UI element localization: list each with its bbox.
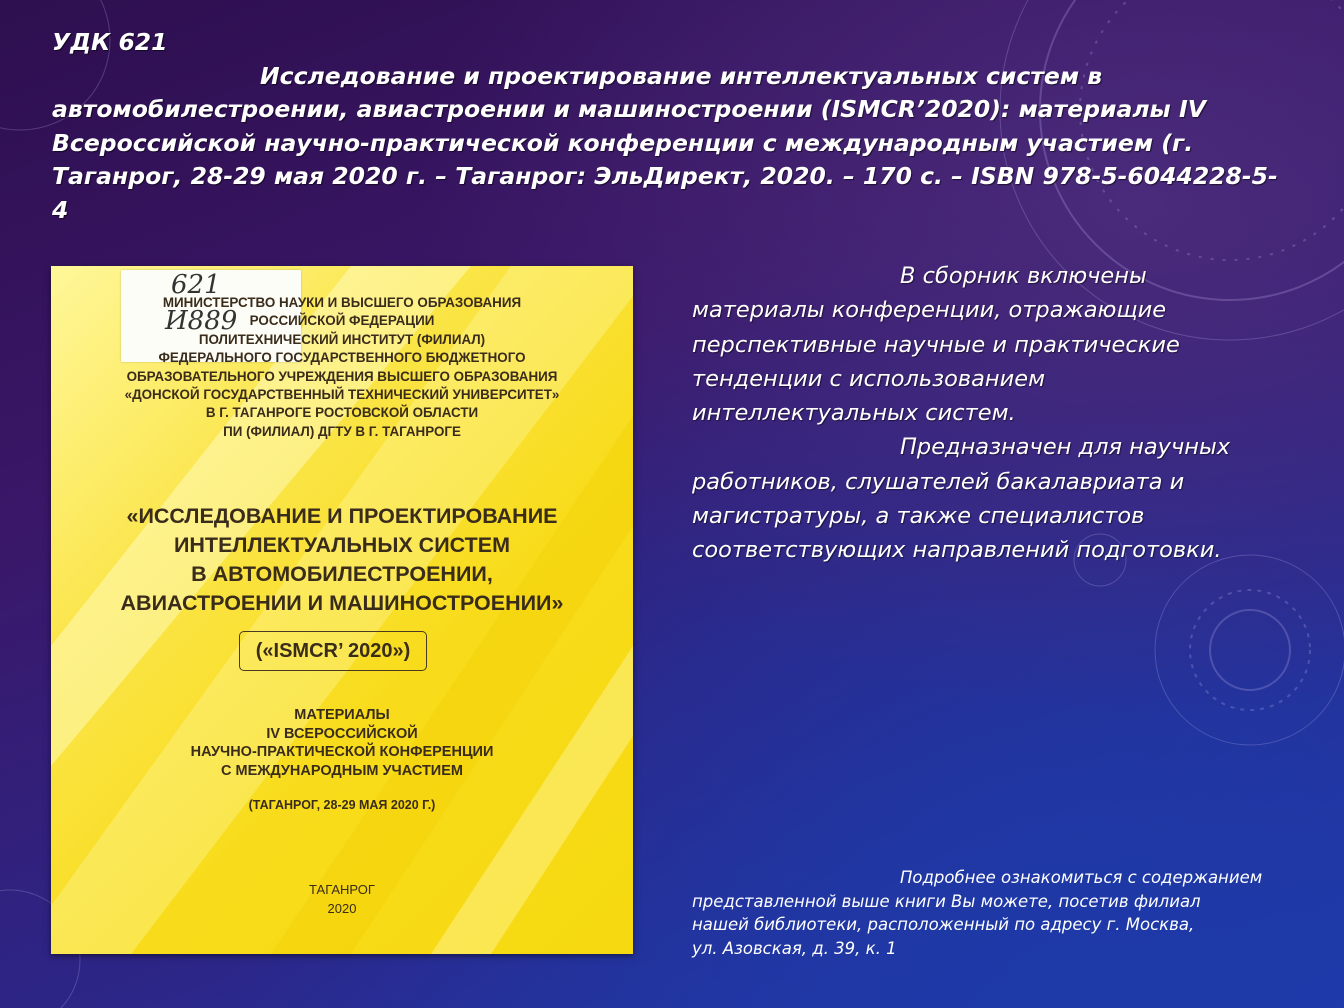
cover-materials — [71, 706, 613, 780]
description-line: магистратуры, а также специалистов — [692, 503, 1145, 530]
description-line: перспективные научные и практические — [692, 331, 1180, 358]
materials-line: IV ВСЕРОССИЙСКОЙ — [266, 725, 418, 742]
cover-title-line: В АВТОМОБИЛЕСТРОЕНИИ, — [191, 562, 493, 586]
cover-year: 2020 — [327, 901, 357, 916]
footnote-line: нашей библиотеки, расположенный по адресу г. Москва, — [692, 915, 1195, 934]
description-line: соответствующих направлений подготовки. — [692, 537, 1222, 564]
org-line: В Г. ТАГАНРОГЕ РОСТОВСКОЙ ОБЛАСТИ — [205, 405, 479, 421]
cover-title — [61, 502, 623, 618]
library-footnote — [692, 866, 1332, 960]
materials-line: С МЕЖДУНАРОДНЫМ УЧАСТИЕМ — [221, 762, 463, 779]
udc-code: УДК 621 — [52, 28, 168, 56]
description-line: материалы конференции, отражающие — [692, 297, 1167, 324]
footnote-line: ул. Азовская, д. 39, к. 1 — [692, 938, 897, 958]
cover-title-line: ИНТЕЛЛЕКТУАЛЬНЫХ СИСТЕМ — [173, 533, 511, 557]
org-line: ПОЛИТЕХНИЧЕСКИЙ ИНСТИТУТ (ФИЛИАЛ) — [198, 331, 486, 347]
cover-short-title: («ISMCR’ 2020») — [239, 631, 427, 671]
org-line: РОССИЙСКОЙ ФЕДЕРАЦИИ — [249, 313, 435, 329]
cover-title-line: АВИАСТРОЕНИИ И МАШИНОСТРОЕНИИ» — [120, 591, 564, 615]
cover-dates: (ТАГАНРОГ, 28-29 МАЯ 2020 Г.) — [248, 798, 436, 812]
sticker-line: И889 — [165, 306, 238, 336]
footnote-line: Подробнее ознакомиться с содержанием — [900, 868, 1263, 887]
cover-city: ТАГАНРОГ — [309, 882, 375, 897]
book-cover-image — [51, 266, 633, 954]
org-line: ОБРАЗОВАТЕЛЬНОГО УЧРЕЖДЕНИЯ ВЫСШЕГО ОБРАЗОВАНИЯ — [126, 368, 558, 384]
materials-line: МАТЕРИАЛЫ — [294, 707, 390, 723]
org-line: «ДОНСКОЙ ГОСУДАРСТВЕННЫЙ ТЕХНИЧЕСКИЙ УНИВЕРСИТЕТ» — [124, 387, 560, 403]
cover-imprint — [71, 880, 613, 918]
materials-line: НАУЧНО-ПРАКТИЧЕСКОЙ КОНФЕРЕНЦИИ — [190, 744, 494, 760]
description-line: интеллектуальных систем. — [692, 400, 1016, 427]
sticker-line: 621 — [171, 270, 221, 300]
description-line: Предназначен для научных — [900, 434, 1231, 461]
description-line: работников, слушателей бакалавриата и — [692, 468, 1185, 495]
org-line: ФЕДЕРАЛЬНОГО ГОСУДАРСТВЕННОГО БЮДЖЕТНОГО — [158, 350, 526, 366]
description-line: тенденции с использованием — [692, 365, 1046, 392]
cover-organization — [71, 294, 613, 441]
bibliographic-record: Исследование и проектирование интеллектуальных систем в автомобилестроении, авиастроении и машиностроении (ISMCR’2020): материалы IV Всероссийской научно-практической конференции с международным участием (г. Таганрог, 28-29 мая 2020 г. – Таганрог: ЭльДирект, 2020. – 170 с. – ISBN 978-5-6044228-5-4 — [52, 61, 1278, 224]
book-description — [692, 259, 1322, 568]
org-line: ПИ (ФИЛИАЛ) ДГТУ В Г. ТАГАНРОГЕ — [223, 423, 461, 439]
description-line: В сборник включены — [900, 263, 1147, 289]
cover-title-line: «ИССЛЕДОВАНИЕ И ПРОЕКТИРОВАНИЕ — [126, 504, 558, 528]
bibliographic-header — [52, 26, 1292, 227]
org-line: МИНИСТЕРСТВО НАУКИ И ВЫСШЕГО ОБРАЗОВАНИЯ — [162, 295, 522, 310]
footnote-line: представленной выше книги Вы можете, посетив филиал — [692, 891, 1201, 911]
